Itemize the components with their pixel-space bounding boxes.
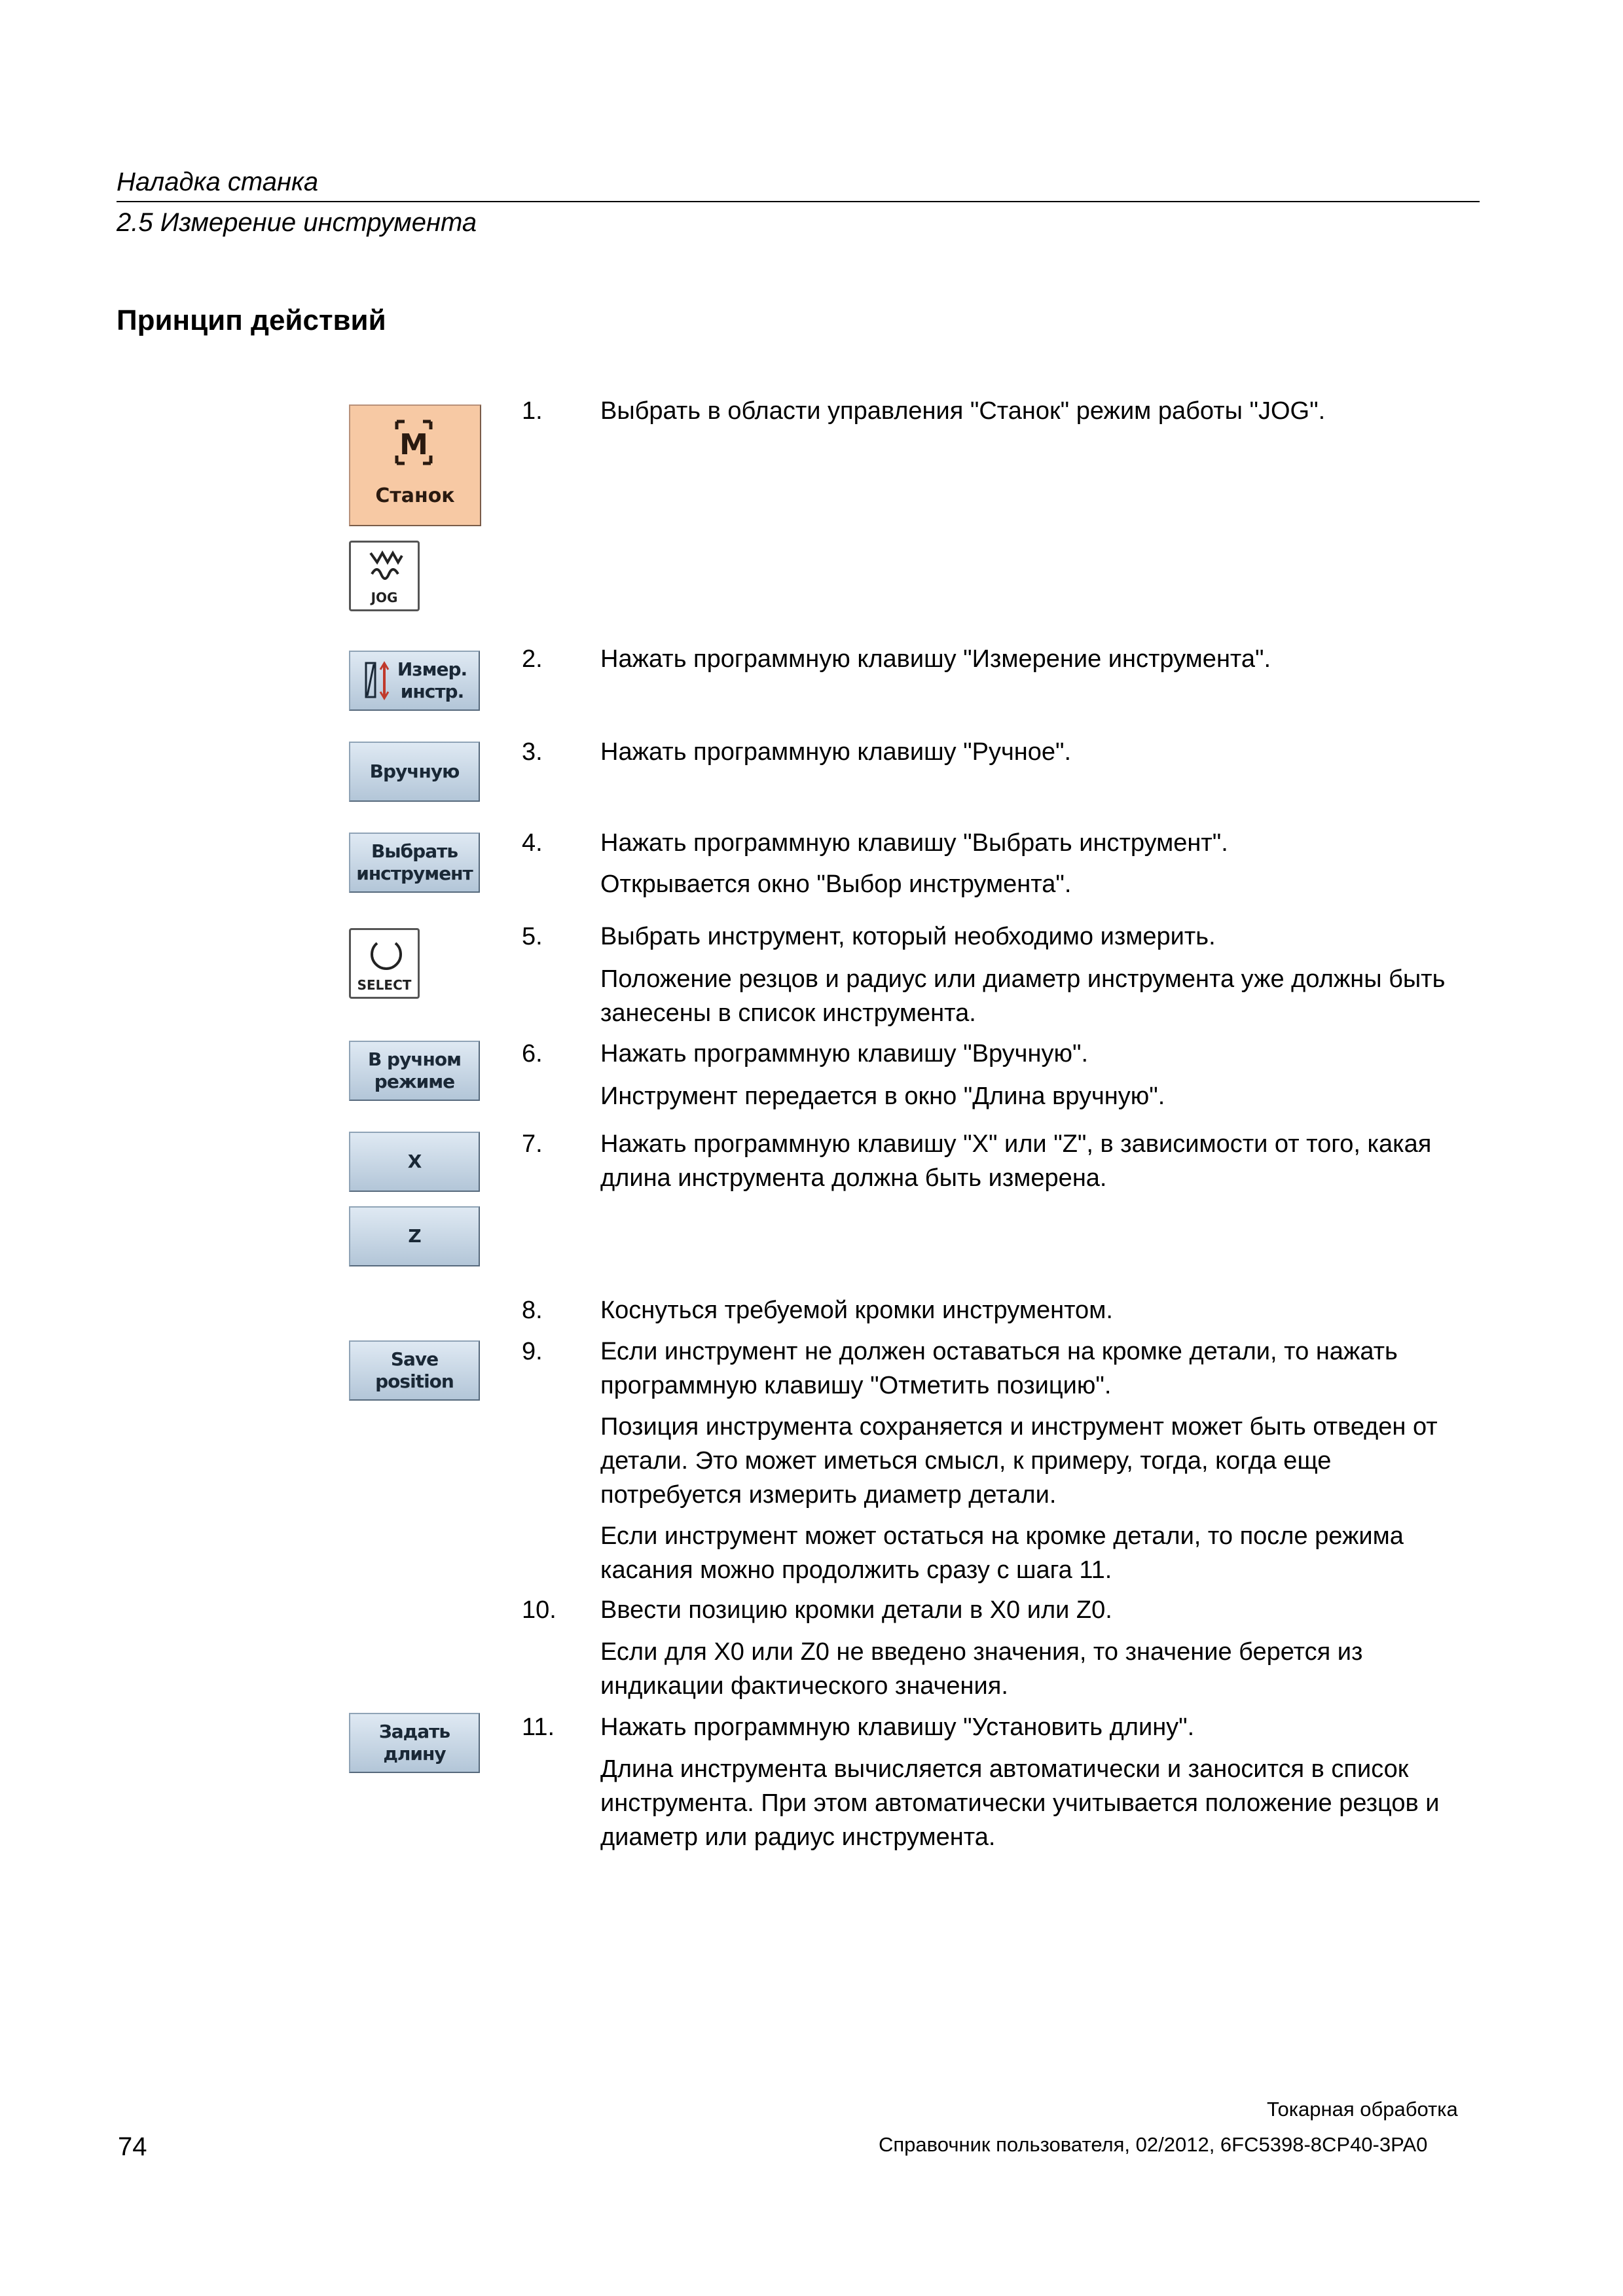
step-3-number: 3. xyxy=(522,738,543,766)
select-key-label: SELECT xyxy=(357,977,412,993)
save-position-label-2: position xyxy=(375,1371,454,1392)
step-3-text: Нажать программную клавишу "Ручное". xyxy=(600,738,1072,766)
step-2-text: Нажать программную клавишу "Измерение инструмента". xyxy=(600,645,1271,673)
step-11-text: Нажать программную клавишу "Установить длину". xyxy=(600,1713,1195,1741)
jog-icon xyxy=(363,548,410,588)
z-softkey-label: Z xyxy=(408,1225,421,1247)
step-4-text: Нажать программную клавишу "Выбрать инструмент". xyxy=(600,829,1228,857)
page-number: 74 xyxy=(118,2132,147,2161)
save-position-label-1: Save xyxy=(390,1348,439,1370)
in-manual-mode-label-1: В ручном xyxy=(367,1049,462,1070)
in-manual-mode-softkey[interactable] xyxy=(349,1041,480,1101)
manual-softkey[interactable] xyxy=(349,742,480,802)
jog-key-label: JOG xyxy=(371,590,398,605)
x-softkey[interactable] xyxy=(349,1132,480,1192)
in-manual-mode-label-2: режиме xyxy=(374,1071,455,1092)
measure-tool-label-2: инстр. xyxy=(400,681,464,702)
measure-tool-label-1: Измер. xyxy=(397,658,467,680)
save-position-softkey[interactable] xyxy=(349,1340,480,1401)
set-length-label-2: длину xyxy=(383,1743,446,1765)
step-1-number: 1. xyxy=(522,397,543,425)
select-tool-label-2: инструмент xyxy=(356,863,473,884)
select-tool-softkey[interactable] xyxy=(349,833,480,893)
footer-book-title: Токарная обработка xyxy=(1267,2098,1458,2121)
header-chapter: Наладка станка xyxy=(117,168,319,196)
step-7-number: 7. xyxy=(522,1130,543,1158)
step-1-text: Выбрать в области управления "Станок" режим работы "JOG". xyxy=(600,397,1326,425)
step-6-text: Нажать программную клавишу "Вручную". xyxy=(600,1040,1089,1067)
machine-area-label: Станок xyxy=(375,484,455,507)
step-2-number: 2. xyxy=(522,645,543,673)
step-4-note: Открывается окно "Выбор инструмента". xyxy=(600,870,1072,898)
z-softkey[interactable] xyxy=(349,1206,480,1266)
tool-measure-icon xyxy=(362,658,393,704)
select-icon xyxy=(363,935,410,976)
step-9-note: Позиция инструмента сохраняется и инструмент может быть отведен от детали. Это может иметься смысл, к примеру, тогда, когда еще потребуется измерить диаметр детали. xyxy=(600,1413,1438,1509)
step-5-note: Положение резцов и радиус или диаметр инструмента уже должны быть занесены в список инструмента. xyxy=(600,965,1446,1027)
measure-tool-softkey[interactable] xyxy=(349,651,480,711)
step-10-text: Ввести позицию кромки детали в X0 или Z0. xyxy=(600,1596,1112,1624)
step-9-note-2: Если инструмент может остаться на кромке детали, то после режима касания можно продолжить сразу с шага 11. xyxy=(600,1522,1404,1584)
step-6-note: Инструмент передается в окно "Длина вручную". xyxy=(600,1083,1165,1110)
select-key[interactable] xyxy=(349,928,420,999)
set-length-softkey[interactable] xyxy=(349,1713,480,1773)
step-11-note: Длина инструмента вычисляется автоматически и заносится в список инструмента. При этом автоматически учитывается положение резцов и диаметр или радиус инструмента. xyxy=(600,1755,1440,1851)
machine-area-button[interactable] xyxy=(349,404,481,526)
header-rule xyxy=(117,201,1480,202)
step-8-text: Коснуться требуемой кромки инструментом. xyxy=(600,1297,1113,1324)
step-11-number: 11. xyxy=(522,1713,555,1741)
manual-softkey-label: Вручную xyxy=(369,761,460,782)
step-5-text: Выбрать инструмент, который необходимо измерить. xyxy=(600,923,1216,950)
svg-text:M: M xyxy=(399,428,428,461)
section-title: Принцип действий xyxy=(117,304,386,336)
machine-m-icon xyxy=(393,419,435,466)
step-7-text: Нажать программную клавишу "X" или "Z", в зависимости от того, какая длина инструмента должна быть измерена. xyxy=(600,1130,1432,1192)
set-length-label-1: Задать xyxy=(378,1721,450,1742)
step-10-number: 10. xyxy=(522,1596,556,1624)
header-section: 2.5 Измерение инструмента xyxy=(117,208,477,237)
step-5-number: 5. xyxy=(522,923,543,950)
step-6-number: 6. xyxy=(522,1040,543,1067)
x-softkey-label: X xyxy=(407,1151,422,1172)
step-9-number: 9. xyxy=(522,1338,543,1365)
step-8-number: 8. xyxy=(522,1297,543,1324)
step-9-text: Если инструмент не должен оставаться на кромке детали, то нажать программную клавишу "Отметить позицию". xyxy=(600,1338,1398,1399)
select-tool-label-1: Выбрать xyxy=(371,840,458,862)
footer-reference: Справочник пользователя, 02/2012, 6FC5398-8CP40-3PA0 xyxy=(879,2133,1428,2156)
step-10-note: Если для X0 или Z0 не введено значения, то значение берется из индикации фактического значения. xyxy=(600,1638,1363,1700)
jog-key[interactable] xyxy=(349,541,420,611)
step-4-number: 4. xyxy=(522,829,543,857)
